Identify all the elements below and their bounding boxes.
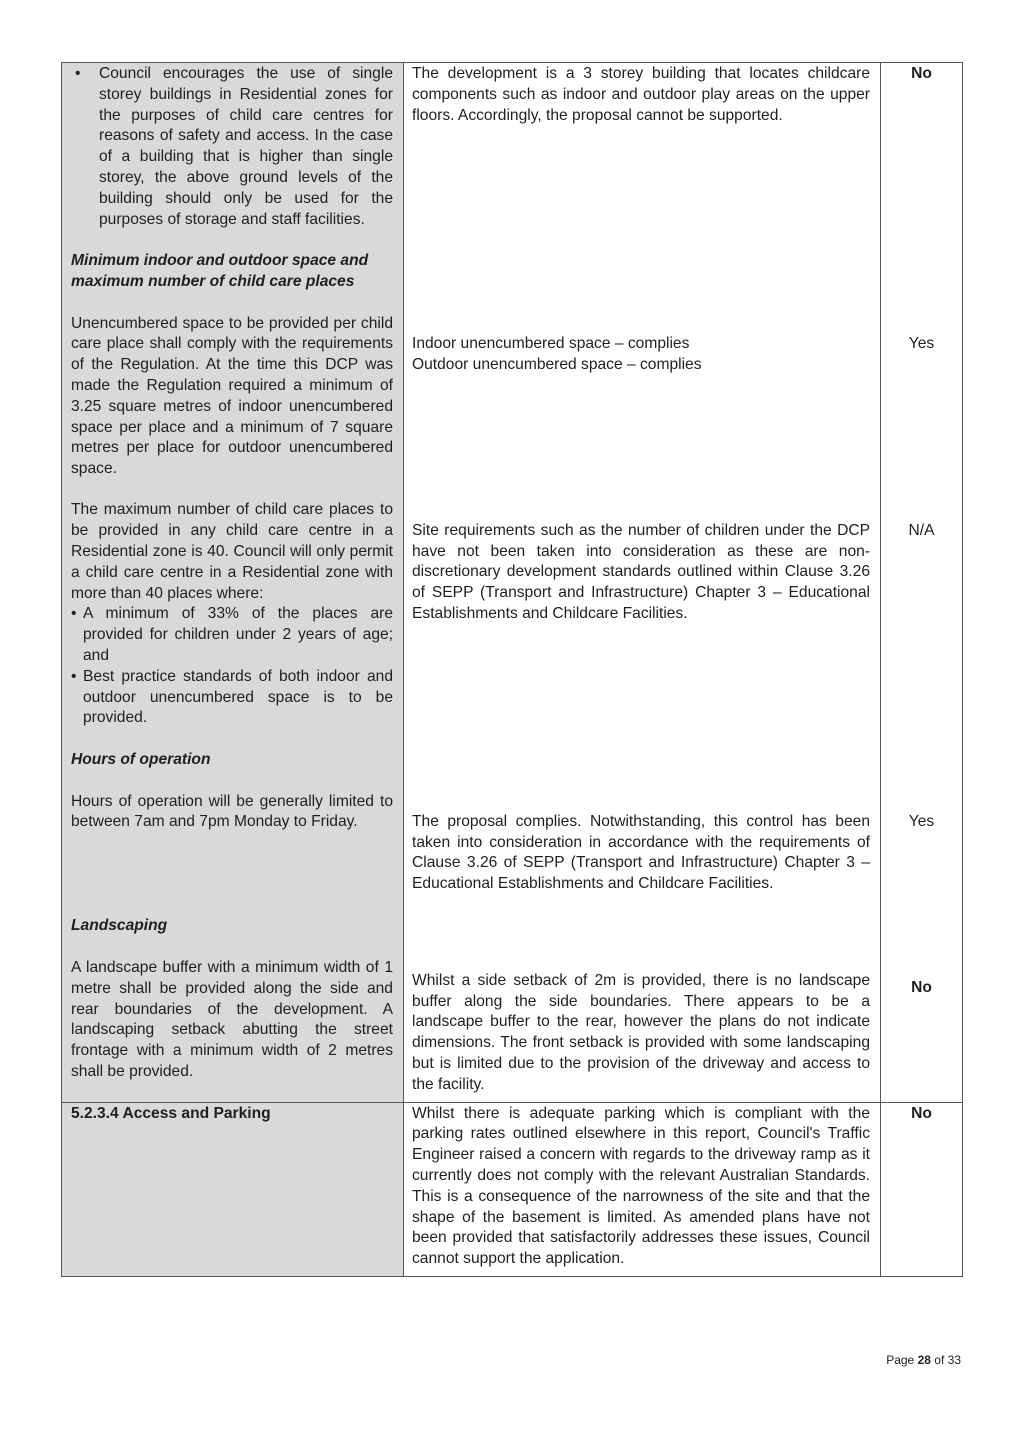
comment-text: The development is a 3 storey building that locates childcare components such as indoor and outdoor play areas on the upper floors. Accordingly, the proposal cannot be supported. [412, 65, 870, 124]
compliance-table [61, 62, 963, 1277]
status-value: No [911, 65, 932, 82]
status-value: N/A [908, 522, 935, 539]
table-row [62, 63, 963, 1103]
section-heading: Minimum indoor and outdoor space and maximum number of child care places [71, 252, 369, 290]
of-word: of [934, 1353, 945, 1367]
list-item: • Council encourages the use of single storey buildings in Residential zones for the purposes of child care centres for reasons of safety and access. In the case of a building that is higher than single storey, the above ground levels of the building should only be used for the purposes of storage and staff facilities. [71, 64, 393, 230]
page-word: Page [886, 1353, 915, 1367]
comment-text: Site requirements such as the number of children under the DCP have not been taken into consideration as these are non-discretionary development standards outlined within Clause 3.26 of SEPP (Transport and Infrastructure) Chapter 3 – Educational Establishments and Childcare Facilities. [412, 521, 870, 622]
comment-cell [404, 63, 881, 1103]
control-cell [62, 1102, 404, 1276]
list-item: • Best practice standards of both indoor and outdoor unencumbered space is to be provided. [71, 667, 393, 729]
control-text: Hours of operation will be generally limited to between 7am and 7pm Monday to Friday. [71, 792, 393, 831]
page-number: 28 [917, 1353, 931, 1367]
status-value: Yes [908, 813, 935, 830]
status-value: No [911, 1104, 932, 1122]
comment-text: Whilst there is adequate parking which is compliant with the parking rates outlined elsewhere in this report, Council's Traffic Engineer raised a concern with regards to the driveway ramp as it currently does not comply with the relevant Australian Standards. This is a consequence of the narrowness of the site and that the shape of the basement is limited. As amended plans have not been provided that satisfactorily addresses these issues, Council cannot support the application. [412, 1104, 870, 1268]
comment-text: Indoor unencumbered space – complies [412, 335, 690, 352]
comment-text: Outdoor unencumbered space – complies [412, 355, 702, 373]
comment-cell [404, 1102, 881, 1276]
control-bullet-list [71, 604, 393, 729]
page-footer [886, 1353, 961, 1367]
section-title: 5.2.3.4 Access and Parking [71, 1104, 271, 1122]
control-text: A landscape buffer with a minimum width of 1 metre shall be provided along the side and rear boundaries of the development. A landscaping setback abutting the street frontage with a minimum width of 2 metres shall be provided. [71, 958, 393, 1080]
page-total: 33 [947, 1353, 961, 1367]
control-bullet-list [71, 64, 393, 230]
comment-text: The proposal complies. Notwithstanding, this control has been taken into consideration in accordance with the requirements of Clause 3.26 of SEPP (Transport and Infrastructure) Chapter 3 – Educational Establishments and Childcare Facilities. [412, 812, 870, 893]
status-value: No [911, 979, 932, 996]
control-text: The maximum number of child care places to be provided in any child care centre in a Residential zone is 40. Council will only permit a child care centre in a Residential zone with more than 40 places where: [71, 501, 393, 602]
status-value: Yes [908, 335, 935, 352]
status-cell [881, 63, 963, 1103]
list-item: • A minimum of 33% of the places are provided for children under 2 years of age; and [71, 604, 393, 666]
section-heading: Hours of operation [71, 750, 211, 768]
comment-text: Whilst a side setback of 2m is provided, there is no landscape buffer along the side boundaries. There appears to be a landscape buffer to the rear, however the plans do not indicate dimensions. The front setback is provided with some landscaping but is limited due to the provision of the driveway and access to the facility. [412, 971, 870, 1093]
status-cell [881, 1102, 963, 1276]
section-heading: Landscaping [71, 917, 168, 935]
table-row [62, 1102, 963, 1276]
control-text: Unencumbered space to be provided per child care place shall comply with the requirements of the Regulation. At the time this DCP was made the Regulation required a minimum of 3.25 square metres of indoor unencumbered space per place and a minimum of 7 square metres per place for outdoor unencumbered space. [71, 314, 393, 478]
control-cell [62, 63, 404, 1103]
